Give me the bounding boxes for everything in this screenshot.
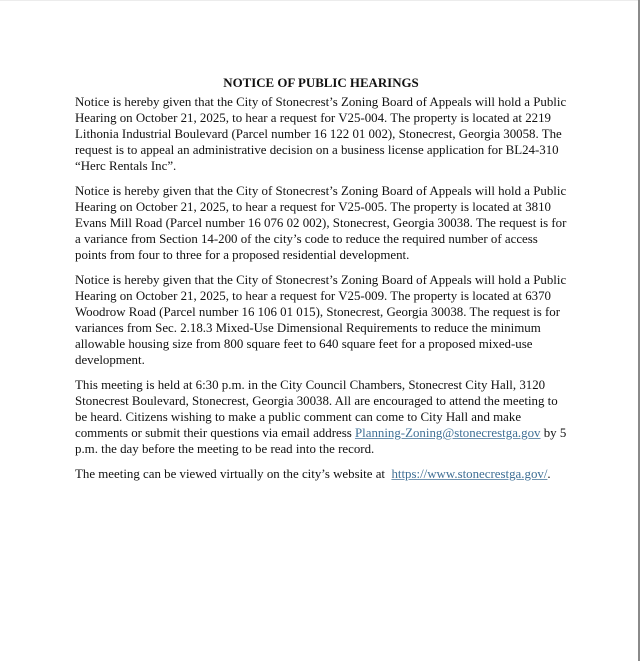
meeting-details-paragraph [75,377,567,457]
meeting-details-text: This meeting is held at 6:30 p.m. in the City Council Chambers, Stonecrest City Hall, 3120 Stonecrest Boulevard, Stonecrest, Georgia 30038. All are encouraged to attend the meeting to be heard. Citizens wishing to make a public comment can come to City Hall and make comments or submit their questions via email address [75,378,558,440]
hearing-notice-v25-004: Notice is hereby given that the City of Stonecrest’s Zoning Board of Appeals will hold a Public Hearing on October 21, 2025, to hear a request for V25-004. The property is located at 2219 Lithonia Industrial Boulevard (Parcel number 16 122 01 002), Stonecrest, Georgia 30058. The request is to appeal an administrative decision on a business license application for BL24-310 “Herc Rentals Inc”. [75,95,567,173]
virtual-viewing-paragraph [75,466,567,482]
website-link[interactable]: https://www.stonecrestga.gov/ [391,467,548,481]
virtual-viewing-text: The meeting can be viewed virtually on the city’s website at [75,467,392,481]
email-link[interactable]: Planning-Zoning@stonecrestga.gov [354,426,541,440]
meeting-details-text-end: by 5 p.m. the day before the meeting to be read into the record. [75,426,567,456]
hearing-notice-v25-005: Notice is hereby given that the City of Stonecrest’s Zoning Board of Appeals will hold a Public Hearing on October 21, 2025, to hear a request for V25-005. The property is located at 3810 Evans Mill Road (Parcel number 16 076 02 002), Stonecrest, Georgia 30038. The request is for a variance from Section 14-200 of the city’s code to reduce the required number of access points from four to three for a proposed residential development. [75,184,567,262]
notice-title: NOTICE OF PUBLIC HEARINGS [223,76,419,90]
virtual-viewing-period: . [547,467,551,481]
notice-content [75,75,567,491]
hearing-notice-v25-009: Notice is hereby given that the City of Stonecrest’s Zoning Board of Appeals will hold a Public Hearing on October 21, 2025, to hear a request for V25-009. The property is located at 6370 Woodrow Road (Parcel number 16 106 01 015), Stonecrest, Georgia 30038. The request is for variances from Sec. 2.18.3 Mixed-Use Dimensional Requirements to reduce the minimum allowable housing size from 800 square feet to 640 square feet for a proposed mixed-use development. [75,273,567,367]
